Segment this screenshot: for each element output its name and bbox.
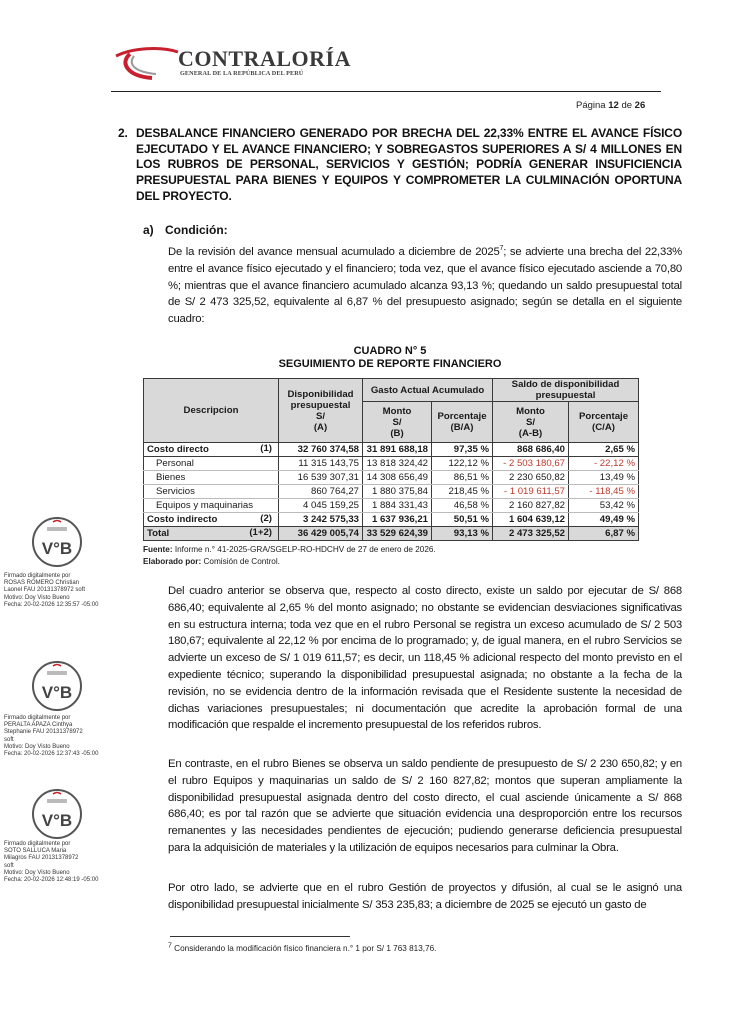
table-row-total	[144, 527, 639, 541]
sig-line: Firmado digitalmente por	[4, 715, 71, 721]
table-prepared-by	[143, 557, 280, 566]
cell-porc-ba: 218,45 %	[432, 485, 493, 499]
sig-reason: Motivo: Doy Visto Bueno	[4, 869, 70, 876]
row-label: Total	[147, 528, 170, 539]
cell-desc: Equipos y maquinarias	[144, 499, 279, 513]
logo-subtitle: GENERAL DE LA REPÚBLICA DEL PERÚ	[180, 70, 304, 77]
cell-disponibilidad: 4 045 159,25	[279, 499, 363, 513]
header-monto-b-line2: S/	[392, 416, 402, 428]
cell-porc-ca: 49,49 %	[569, 513, 639, 527]
table-row-equipos	[144, 499, 639, 513]
signature-text	[4, 841, 98, 884]
table-row-costo-indirecto	[144, 513, 639, 527]
sig-line: Stephanie FAU 20131378972	[4, 729, 83, 736]
cell-porc-ca-negative: - 22,12 %	[569, 457, 639, 471]
cell-monto-ab: 1 604 639,12	[493, 513, 569, 527]
paragraph-1	[168, 244, 682, 328]
cell-porc-ca-negative: - 118,45 %	[569, 485, 639, 499]
table-row-bienes	[144, 471, 639, 485]
header-disponibilidad	[279, 379, 363, 443]
cell-monto-ab: 2 230 650,82	[493, 471, 569, 485]
visto-bueno-stamp-icon	[31, 516, 83, 568]
row-code: (1+2)	[249, 527, 272, 538]
subheading-condicion	[143, 223, 228, 237]
header-monto-ab-line2: S/	[525, 416, 536, 428]
row-label: Costo directo	[147, 444, 209, 455]
svg-text:V°B: V°B	[41, 811, 73, 830]
cell-monto-ab: 2 160 827,82	[493, 499, 569, 513]
source-label: Fuente:	[143, 545, 173, 554]
cell-monto-ab-negative: - 2 503 180,67	[493, 457, 569, 471]
table-title-line2: SEGUIMIENTO DE REPORTE FINANCIERO	[278, 358, 502, 370]
sig-line: soft	[4, 862, 14, 869]
cell-porc-ba: 93,13 %	[432, 527, 493, 541]
header-monto-b-line3: (B)	[390, 427, 404, 439]
cell-monto-b: 13 818 324,42	[363, 457, 432, 471]
page-of: de	[621, 100, 633, 111]
page-total: 26	[634, 100, 646, 111]
header-porc-ba-line1: Porcentaje	[437, 411, 487, 422]
cell-monto-b: 1 637 936,21	[363, 513, 432, 527]
cell-desc: Bienes	[144, 471, 279, 485]
contraloria-swoosh-icon	[112, 42, 182, 82]
header-disp-line4: (A)	[313, 421, 328, 433]
cell-desc	[144, 513, 279, 527]
cell-disponibilidad: 16 539 307,31	[279, 471, 363, 485]
visto-bueno-stamp-icon	[31, 660, 83, 712]
header-monto-b-line1: Monto	[382, 405, 412, 417]
logo-title: CONTRALORÍA	[178, 46, 351, 71]
cell-porc-ca: 6,87 %	[569, 527, 639, 541]
table-row-personal	[144, 457, 639, 471]
cell-monto-b: 31 891 688,18	[363, 443, 432, 457]
header-disp-line1: Disponibilidad	[287, 388, 354, 400]
cell-monto-b: 14 308 656,49	[363, 471, 432, 485]
svg-text:V°B: V°B	[41, 683, 73, 702]
cell-monto-ab: 2 473 325,52	[493, 527, 569, 541]
cell-monto-b: 33 529 624,39	[363, 527, 432, 541]
subheading-label: Condición:	[165, 223, 228, 237]
header-porcentaje-ba	[432, 402, 493, 443]
sig-line: Firmado digitalmente por	[4, 841, 71, 847]
header-porc-ca-line2: (C/A)	[592, 422, 615, 433]
table-row-costo-directo	[144, 443, 639, 457]
cell-disponibilidad: 11 315 143,75	[279, 457, 363, 471]
paragraph-1-text-a: De la revisión del avance mensual acumulado a diciembre de 2025	[168, 246, 500, 258]
row-code: (2)	[260, 513, 272, 524]
svg-text:V°B: V°B	[41, 539, 73, 558]
header-monto-ab-line1: Monto	[516, 405, 545, 417]
header-saldo-group	[493, 379, 639, 402]
header-saldo-line2: presupuestal	[535, 390, 596, 401]
cell-monto-ab-negative: - 1 019 611,57	[493, 485, 569, 499]
table-row-servicios	[144, 485, 639, 499]
cell-porc-ba: 97,35 %	[432, 443, 493, 457]
cell-desc: Personal	[144, 457, 279, 471]
sig-reason: Motivo: Doy Visto Bueno	[4, 743, 70, 750]
cell-desc	[144, 443, 279, 457]
cell-porc-ba: 122,12 %	[432, 457, 493, 471]
header-disp-line3: S/	[315, 410, 326, 422]
paragraph-3: En contraste, en el rubro Bienes se observa un saldo pendiente de presupuesto de S/ 2 230 650,82; y en el rubro Equipos y maquinarias un saldo de S/ 2 160 827,82; montos que superan ampliamente la disponibilidad presupuestal asignada dentro del costo directo, el cual asciende únicamente a S/ 868 686,40; es por tal razón que se advierte que situación evidencia una desproporción entre los recursos remanentes y las necesidades pendientes de ejecución; pudiendo generarse deficiencia presupuestal para la adquisición de materiales y la utilización de equipos necesarios para culminar la Obra.	[168, 758, 682, 854]
sig-reason: Motivo: Doy Visto Bueno	[4, 594, 70, 601]
cell-disponibilidad: 860 764,27	[279, 485, 363, 499]
header-porc-ba-line2: (B/A)	[450, 422, 474, 433]
page-number	[576, 100, 645, 111]
footnote-number: 7	[168, 942, 172, 950]
sig-date: Fecha: 20-02-2026 12:48:19 -05:00	[4, 877, 99, 884]
visto-bueno-stamp-icon	[31, 788, 83, 840]
sig-signer: ROSAS ROMERO Christian	[4, 580, 80, 587]
source-text: Informe n.° 41-2025-GRA/SGELP-RO-HDCHV de 27 de enero de 2026.	[172, 545, 436, 554]
cell-monto-b: 1 880 375,84	[363, 485, 432, 499]
header-monto-ab-line3: (A-B)	[518, 427, 543, 439]
prepared-text: Comisión de Control.	[201, 557, 280, 566]
cell-porc-ca: 13,49 %	[569, 471, 639, 485]
sig-signer: PERALTA APAZA Cinthya	[4, 722, 73, 729]
cell-monto-b: 1 884 331,43	[363, 499, 432, 513]
header-gasto-group: Gasto Actual Acumulado	[363, 379, 493, 402]
signature-text	[4, 715, 98, 758]
cell-disponibilidad: 3 242 575,33	[279, 513, 363, 527]
signature-text	[4, 573, 98, 609]
table-title-line1: CUADRO N° 5	[353, 345, 427, 357]
paragraph-1-text-b: ; se advierte una brecha del 22,33% entre el avance físico ejecutado y el financiero; toda vez, que el avance físico ejecutado asciende a 70,80 %; mientras que el avance financiero acumulado alcanza 93,13 %; quedando un saldo presupuestal total de S/ 2 473 325,52, equivalente al 6,87 % del presupuesto asignado; según se detalla en el siguiente cuadro:	[168, 246, 682, 326]
section-heading-text: DESBALANCE FINANCIERO GENERADO POR BRECHA DEL 22,33% ENTRE EL AVANCE FÍSICO EJECUTADO Y EL AVANCE FINANCIERO; Y SOBREGASTOS SUPERIORES A S/ 4 MILLONES EN LOS RUBROS DE PERSONAL, SERVICIOS Y GESTIÓN; PODRÍA GENERAR INSUFICIENCIA PRESUPUESTAL PARA BIENES Y EQUIPOS Y COMPROMETER LA CULMINACIÓN OPORTUNA DEL PROYECTO.	[136, 126, 682, 203]
sig-date: Fecha: 20-02-2026 12:35:57 -05:00	[4, 601, 99, 608]
header-monto-b	[363, 402, 432, 443]
header-monto-ab	[493, 402, 569, 443]
header-saldo-line1: Saldo de disponibilidad	[511, 379, 620, 390]
footnote-text: Considerando la modificación físico financiera n.° 1 por S/ 1 763 813,76.	[171, 944, 437, 953]
cell-porc-ba: 86,51 %	[432, 471, 493, 485]
contraloria-logo	[112, 42, 352, 82]
cell-monto-ab: 868 686,40	[493, 443, 569, 457]
header-disp-line2: presupuestal	[290, 399, 351, 411]
header-porcentaje-ca	[569, 402, 639, 443]
header-divider	[111, 91, 661, 92]
paragraph-4: Por otro lado, se advierte que en el rubro Gestión de proyectos y difusión, al cual se le asignó una disponibilidad presupuestal inicialmente S/ 353 235,83; a diciembre de 2025 se ejecutó un gasto de	[168, 882, 682, 911]
sig-line: soft	[4, 736, 14, 743]
cell-porc-ba: 50,51 %	[432, 513, 493, 527]
cell-porc-ca: 53,42 %	[569, 499, 639, 513]
sig-line: Milagros FAU 20131378972	[4, 855, 79, 862]
paragraph-2: Del cuadro anterior se observa que, respecto al costo directo, existe un saldo por ejecutar de S/ 868 686,40; equivalente al 2,65 % del monto asignado; no obstante se evidencian desviaciones significativas en su estructura interna; toda vez que en el rubro Personal se registra un exceso acumulado de S/ 2 503 180,67; equivalente al 22,12 % por encima de lo programado; y, de igual manera, en el rubro Servicios se advierte un exceso de S/ 1 019 611,57; es decir, un 118,45 % adicional respecto del monto previsto en el expediente técnico; superando la disponibilidad presupuestal asignada; no obstante a la fecha de la revisión, no se evidencia dentro de la información revisada que el Residente sustente la necesidad de dichas variaciones presupuestales; ni documentación que acredite la aprobación formal de una modificación que respalde el incremento presupuestal de los referidos rubros.	[168, 585, 682, 732]
footnote	[168, 944, 436, 953]
sig-signer: SOTO SALLUCA Maria	[4, 848, 67, 855]
section-heading	[118, 126, 682, 205]
prepared-label: Elaborado por:	[143, 557, 202, 566]
header-descripcion: Descripcion	[144, 379, 279, 443]
page-label: Página	[576, 100, 606, 111]
sig-date: Fecha: 20-02-2026 12:37:43 -05:00	[4, 751, 99, 758]
footnote-ref[interactable]: 7	[499, 245, 504, 253]
cell-disponibilidad: 36 429 005,74	[279, 527, 363, 541]
sig-line: Laonel FAU 20131378972 soft	[4, 587, 86, 594]
subheading-letter: a)	[143, 223, 154, 237]
financial-report-table	[143, 378, 639, 541]
table-title	[143, 345, 637, 371]
cell-desc	[144, 527, 279, 541]
row-code: (1)	[260, 443, 272, 454]
cell-desc: Servicios	[144, 485, 279, 499]
row-label: Costo indirecto	[147, 514, 218, 525]
cell-porc-ba: 46,58 %	[432, 499, 493, 513]
table-source	[143, 545, 436, 554]
section-number: 2.	[118, 126, 128, 140]
header-porc-ca-line1: Porcentaje	[578, 411, 629, 422]
page-current: 12	[608, 100, 619, 111]
sig-line: Firmado digitalmente por	[4, 573, 71, 579]
footnote-divider	[170, 936, 350, 937]
cell-porc-ca: 2,65 %	[569, 443, 639, 457]
cell-disponibilidad: 32 760 374,58	[279, 443, 363, 457]
